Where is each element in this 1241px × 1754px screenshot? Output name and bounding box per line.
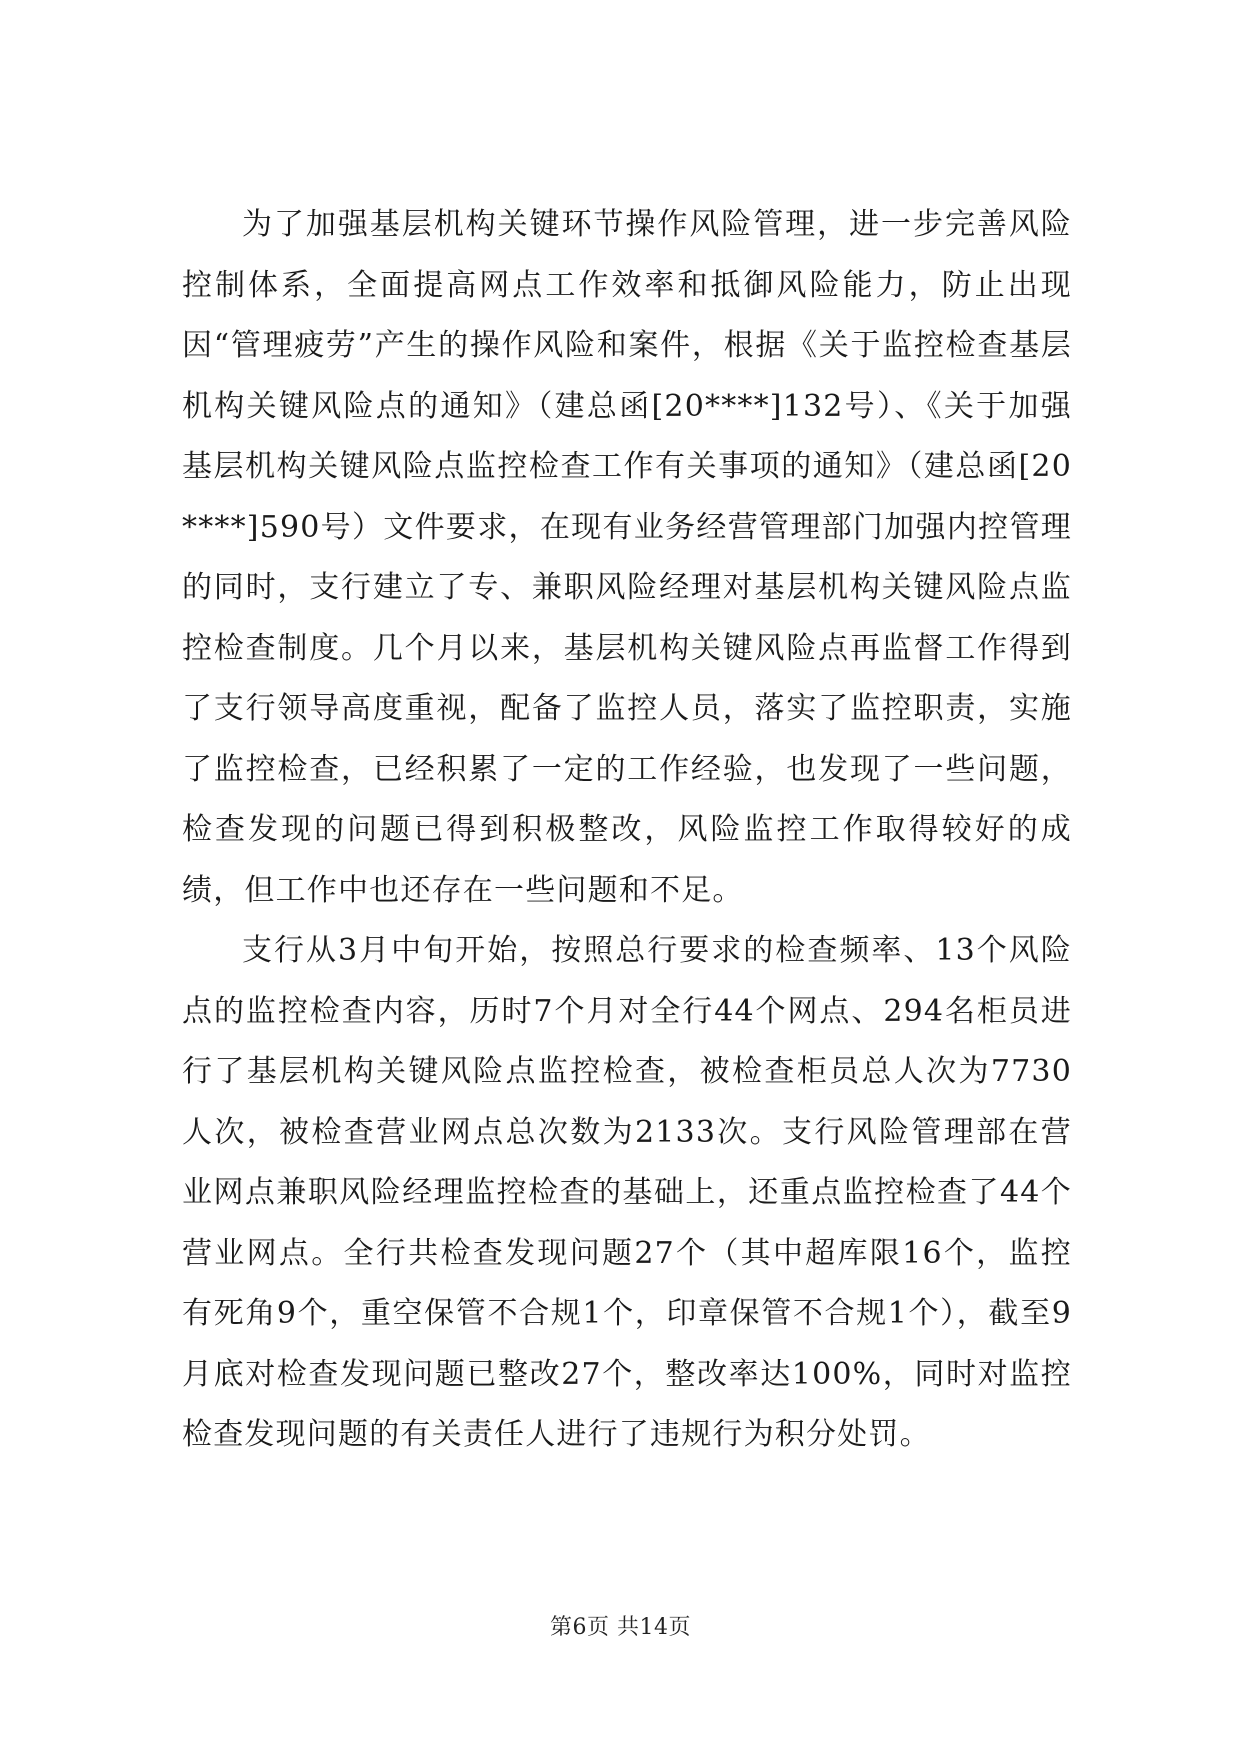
paragraph-1: 为了加强基层机构关键环节操作风险管理，进一步完善风险控制体系，全面提高网点工作效率和抵御风险能力，防止出现因“管理疲劳”产生的操作风险和案件，根据《关于监控检查基层机构关键风险点的通知》（建总函[20****]132号）、《关于加强基层机构关键风险点监控检查工作有关事项的通知》（建总函[20****]590号）文件要求，在现有业务经营管理部门加强内控管理的同时，支行建立了专、兼职风险经理对基层机构关键风险点监控检查制度。几个月以来，基层机构关键风险点再监督工作得到了支行领导高度重视，配备了监控人员，落实了监控职责，实施了监控检查，已经积累了一定的工作经验，也发现了一些问题，检查发现的问题已得到积极整改，风险监控工作取得较好的成绩，但工作中也还存在一些问题和不足。: [182, 207, 1072, 908]
document-body: [182, 195, 1072, 1466]
page-footer: 第6页 共14页: [550, 1615, 691, 1640]
paragraph-2: 支行从3月中旬开始，按照总行要求的检查频率、13个风险点的监控检查内容，历时7个月对全行44个网点、294名柜员进行了基层机构关键风险点监控检查，被检查柜员总人次为7730人次，被检查营业网点总次数为2133次。支行风险管理部在营业网点兼职风险经理监控检查的基础上，还重点监控检查了44个营业网点。全行共检查发现问题27个（其中超库限16个，监控有死角9个，重空保管不合规1个，印章保管不合规1个），截至9月底对检查发现问题已整改27个，整改率达100%，同时对监控检查发现问题的有关责任人进行了违规行为积分处罚。: [182, 933, 1072, 1452]
